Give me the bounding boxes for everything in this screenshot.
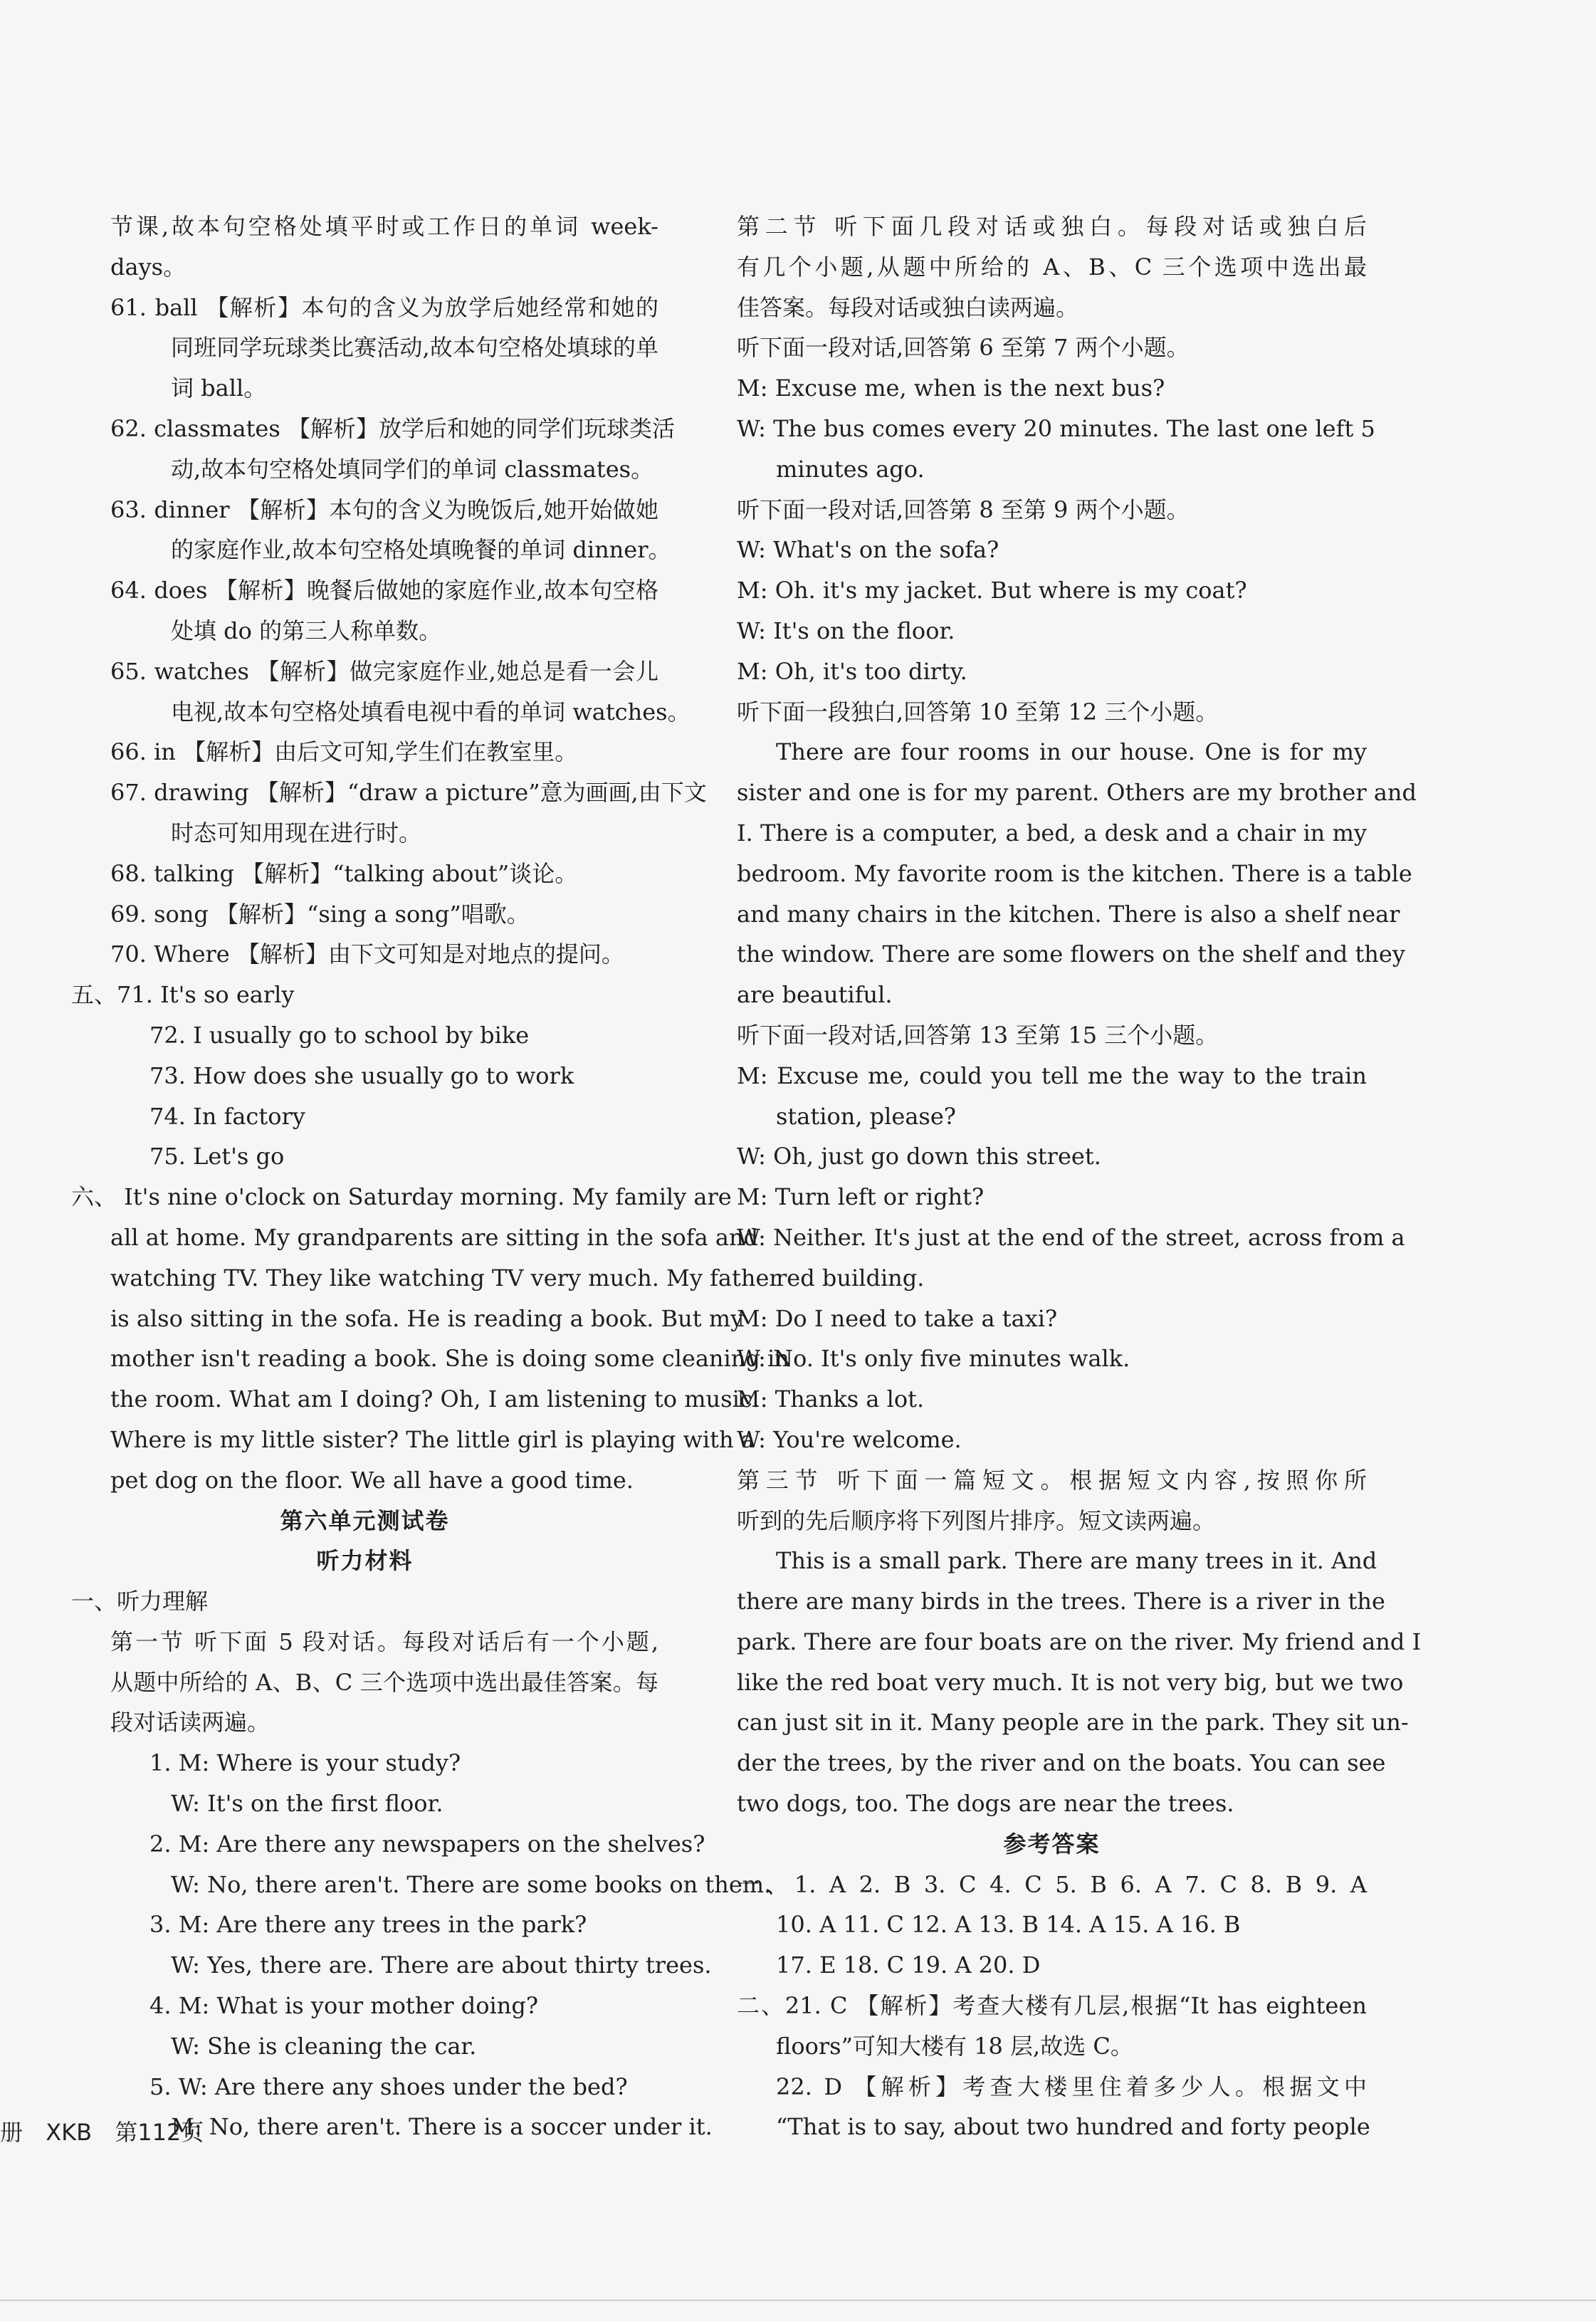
text-line: W: Yes, there are. There are about thirty trees. <box>171 1951 712 1979</box>
text-line: M: No, there aren't. There is a soccer under it. <box>171 2113 713 2141</box>
text-line: 听力材料 <box>316 1547 414 1575</box>
text-line: This is a small park. There are many trees in it. And <box>776 1547 1377 1575</box>
footer-volume: 册 <box>0 2119 23 2146</box>
text-line: 73. How does she usually go to work <box>149 1062 574 1089</box>
text-line: 听到的先后顺序将下列图片排序。短文读两遍。 <box>737 1507 1216 1534</box>
text-line: 有几个小题,从题中所给的 A、B、C 三个选项中选出最 <box>737 253 1367 281</box>
text-line: 参考答案 <box>1003 1830 1101 1858</box>
text-line: 的家庭作业,故本句空格处填晚餐的单词 dinner。 <box>171 536 671 564</box>
text-line: 第三节 听下面一篇短文。根据短文内容,按照你所 <box>737 1466 1367 1494</box>
text-line: 2. M: Are there any newspapers on the shelves? <box>149 1830 705 1858</box>
text-line: the window. There are some flowers on the shelf and they <box>737 941 1405 968</box>
text-line: all at home. My grandparents are sitting in the sofa and <box>110 1223 759 1251</box>
text-line: 3. M: Are there any trees in the park? <box>149 1911 587 1939</box>
text-line: M: Turn left or right? <box>737 1183 985 1211</box>
text-line: is also sitting in the sofa. He is reading a book. But my <box>110 1304 744 1332</box>
text-line: W: Oh, just go down this street. <box>737 1143 1101 1170</box>
text-line: floors”可知大楼有 18 层,故选 C。 <box>776 2032 1133 2060</box>
text-line: 61. ball 【解析】本句的含义为放学后她经常和她的 <box>110 293 658 321</box>
text-line: minutes ago. <box>776 455 925 483</box>
text-line: W: What's on the sofa? <box>737 536 999 564</box>
text-line: days。 <box>110 253 187 281</box>
text-line: 67. drawing 【解析】“draw a picture”意为画画,由下文 <box>110 779 707 807</box>
text-line: 第一节 听下面 5 段对话。每段对话后有一个小题, <box>110 1628 658 1655</box>
text-line: W: No. It's only five minutes walk. <box>737 1345 1130 1373</box>
text-line: 同班同学玩球类比赛活动,故本句空格处填球的单 <box>171 334 658 362</box>
text-line: 听下面一段独白,回答第 10 至第 12 三个小题。 <box>737 698 1219 725</box>
text-line: 一、1. A 2. B 3. C 4. C 5. B 6. A 7. C 8. B 9. A <box>737 1870 1367 1898</box>
footer-page-number: 第112页 <box>115 2119 204 2146</box>
text-line: 听下面一段对话,回答第 8 至第 9 两个小题。 <box>737 496 1190 523</box>
text-line: W: It's on the first floor. <box>171 1790 443 1818</box>
text-line: 64. does 【解析】晚餐后做她的家庭作业,故本句空格 <box>110 577 658 604</box>
text-line: M: Excuse me, when is the next bus? <box>737 374 1165 402</box>
text-line: bedroom. My favorite room is the kitchen. There is a table <box>737 859 1412 887</box>
text-line: 二、21. C 【解析】考查大楼有几层,根据“It has eighteen <box>737 1992 1367 2020</box>
text-line: 22. D 【解析】考查大楼里住着多少人。根据文中 <box>776 2073 1367 2100</box>
text-line: 段对话读两遍。 <box>110 1709 271 1736</box>
text-line: mother isn't reading a book. She is doing some cleaning in <box>110 1345 789 1373</box>
text-line: station, please? <box>776 1102 956 1130</box>
text-line: 66. in 【解析】由后文可知,学生们在教室里。 <box>110 738 578 766</box>
text-line: der the trees, by the river and on the boats. You can see <box>737 1749 1386 1777</box>
text-line: red building. <box>776 1264 925 1292</box>
text-line: W: You're welcome. <box>737 1425 962 1453</box>
text-line: 动,故本句空格处填同学们的单词 classmates。 <box>171 455 654 483</box>
text-line: 电视,故本句空格处填看电视中看的单词 watches。 <box>171 698 691 725</box>
text-line: 68. talking 【解析】“talking about”谈论。 <box>110 859 578 887</box>
text-line: Where is my little sister? The little girl is playing with a <box>110 1425 755 1453</box>
text-line: There are four rooms in our house. One is for my <box>776 738 1367 766</box>
right-column <box>737 206 1422 2147</box>
text-line: 72. I usually go to school by bike <box>149 1021 530 1049</box>
text-line: 63. dinner 【解析】本句的含义为晚饭后,她开始做她 <box>110 496 658 523</box>
text-line: like the red boat very much. It is not very big, but we two <box>737 1668 1404 1696</box>
text-line: W: No, there aren't. There are some books on them. <box>171 1870 772 1898</box>
text-line: 第二节 听下面几段对话或独白。每段对话或独白后 <box>737 213 1367 240</box>
text-line: W: It's on the floor. <box>737 617 955 644</box>
text-line: sister and one is for my parent. Others are my brother and <box>737 779 1417 807</box>
text-line: 六、 It's nine o'clock on Saturday morning. My family are <box>71 1183 732 1211</box>
text-line: M: Oh. it's my jacket. But where is my coat? <box>737 577 1247 604</box>
text-line: 4. M: What is your mother doing? <box>149 1992 538 2020</box>
text-line: two dogs, too. The dogs are near the trees. <box>737 1790 1234 1818</box>
text-line: are beautiful. <box>737 981 893 1009</box>
text-line: pet dog on the floor. We all have a good time. <box>110 1466 634 1494</box>
text-line: 五、71. It's so early <box>71 981 295 1009</box>
text-line: M: Excuse me, could you tell me the way to the train <box>737 1062 1367 1089</box>
text-line: 75. Let's go <box>149 1143 285 1170</box>
text-line: 65. watches 【解析】做完家庭作业,她总是看一会儿 <box>110 657 658 685</box>
footer-code: XKB <box>46 2119 93 2146</box>
text-line: “That is to say, about two hundred and forty people <box>776 2113 1370 2141</box>
text-line: there are many birds in the trees. There is a river in the <box>737 1588 1385 1615</box>
text-line: 5. W: Are there any shoes under the bed? <box>149 2073 628 2100</box>
text-line: 70. Where 【解析】由下文可知是对地点的提问。 <box>110 941 624 968</box>
text-line: M: Oh, it's too dirty. <box>737 657 967 685</box>
bottom-rule <box>0 2300 1596 2301</box>
text-line: watching TV. They like watching TV very much. My father <box>110 1264 780 1292</box>
text-line: M: Do I need to take a taxi? <box>737 1304 1058 1332</box>
text-line: park. There are four boats are on the river. My friend and I <box>737 1628 1422 1655</box>
text-line: M: Thanks a lot. <box>737 1385 925 1413</box>
text-line: 69. song 【解析】“sing a song”唱歌。 <box>110 900 530 928</box>
text-line: 一、听力理解 <box>71 1588 209 1615</box>
text-line: 17. E 18. C 19. A 20. D <box>776 1951 1041 1979</box>
left-column <box>71 206 789 2147</box>
text-line: 时态可知用现在进行时。 <box>171 819 422 847</box>
text-line: W: The bus comes every 20 minutes. The last one left 5 <box>737 414 1375 442</box>
text-line: 1. M: Where is your study? <box>149 1749 461 1777</box>
text-line: can just sit in it. Many people are in the park. They sit un- <box>737 1709 1409 1736</box>
text-line: 词 ball。 <box>171 374 267 402</box>
text-line: 处填 do 的第三人称单数。 <box>171 617 442 644</box>
text-line: I. There is a computer, a bed, a desk and a chair in my <box>737 819 1367 847</box>
text-line: 74. In factory <box>149 1102 305 1130</box>
text-line: W: Neither. It's just at the end of the street, across from a <box>737 1223 1405 1251</box>
text-line: W: She is cleaning the car. <box>171 2032 477 2060</box>
text-line: 从题中所给的 A、B、C 三个选项中选出最佳答案。每 <box>110 1668 658 1696</box>
text-line: and many chairs in the kitchen. There is also a shelf near <box>737 900 1400 928</box>
text-line: 佳答案。每段对话或独白读两遍。 <box>737 293 1079 321</box>
text-line: 听下面一段对话,回答第 6 至第 7 两个小题。 <box>737 334 1190 362</box>
text-line: 62. classmates 【解析】放学后和她的同学们玩球类活 <box>110 414 675 442</box>
text-line: 听下面一段对话,回答第 13 至第 15 三个小题。 <box>737 1021 1219 1049</box>
page-footer <box>0 2115 219 2147</box>
text-line: the room. What am I doing? Oh, I am listening to music. <box>110 1385 760 1413</box>
text-line: 10. A 11. C 12. A 13. B 14. A 15. A 16. B <box>776 1911 1241 1939</box>
text-line: 第六单元测试卷 <box>280 1507 450 1534</box>
text-line: 节课,故本句空格处填平时或工作日的单词 week- <box>110 213 658 240</box>
